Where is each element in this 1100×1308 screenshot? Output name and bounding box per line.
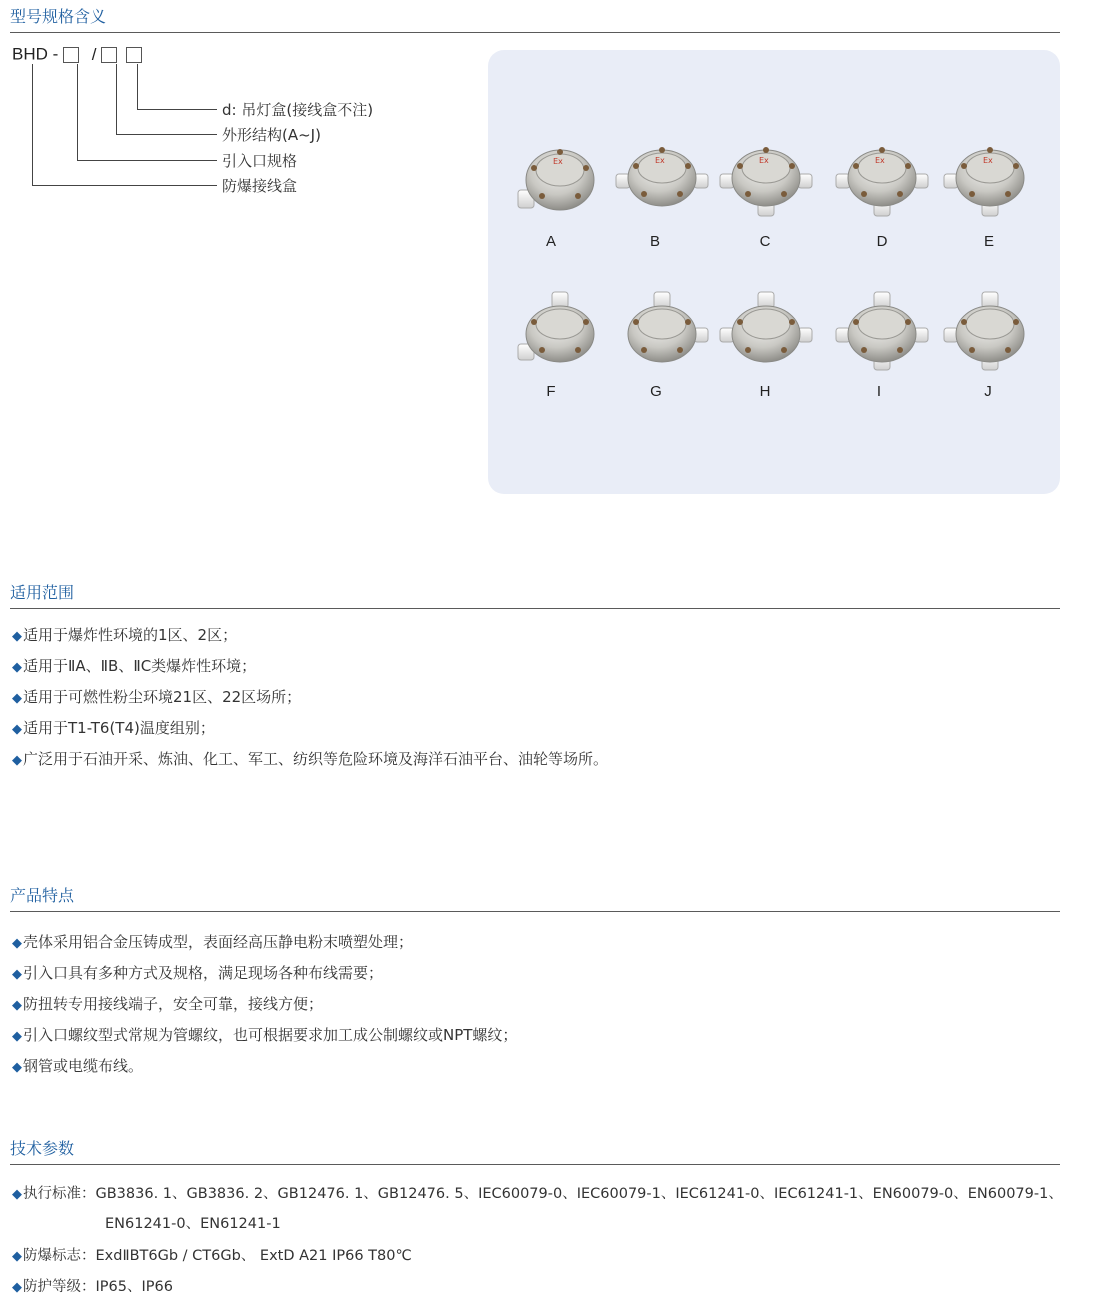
product-image-j xyxy=(942,290,1038,372)
param-value: GB3836. 1、GB3836. 2、GB12476. 1、GB12476. 5、IEC60079-0、IEC60079-1、IEC61241-0、IEC61241-1、EN60079-0、EN60079-1、 xyxy=(95,1186,1063,1202)
scope-item: 适用于爆炸性环境的1区、2区； xyxy=(23,626,238,644)
features-list xyxy=(12,932,517,1087)
param-ip xyxy=(12,1277,1063,1308)
diamond-bullet-icon: ◆ xyxy=(12,998,22,1013)
product-image-i xyxy=(834,290,930,372)
product-image-h xyxy=(718,290,814,372)
param-standard-cont xyxy=(12,1214,1063,1246)
product-image-g xyxy=(614,290,710,372)
params-list xyxy=(12,1184,1063,1308)
list-item xyxy=(12,1025,517,1056)
model-dash: - xyxy=(52,44,59,64)
product-image-d xyxy=(834,138,930,220)
product-image-e xyxy=(942,138,1038,220)
model-prefix: BHD xyxy=(12,44,48,64)
tree-line xyxy=(32,64,33,186)
list-item xyxy=(12,687,608,718)
param-standard xyxy=(12,1184,1063,1214)
legend-pendant: d: 吊灯盒(接线盒不注) xyxy=(222,101,374,119)
legend-shape: 外形结构(A~J) xyxy=(222,126,321,144)
svg-text:Ex: Ex xyxy=(759,156,769,165)
diamond-bullet-icon: ◆ xyxy=(12,1249,22,1264)
param-label: 防护等级： xyxy=(23,1279,96,1295)
model-slash: / xyxy=(91,44,97,64)
tree-line xyxy=(77,160,217,161)
code-box-inlet xyxy=(63,47,79,63)
product-label-c: C xyxy=(759,233,771,250)
list-item xyxy=(12,932,517,963)
tree-line xyxy=(77,64,78,161)
section-title-scope: 适用范围 xyxy=(10,582,1060,609)
feature-item: 引入口具有多种方式及规格，满足现场各种布线需要； xyxy=(23,964,384,982)
param-label: 防爆标志： xyxy=(23,1248,96,1264)
svg-text:Ex: Ex xyxy=(983,156,993,165)
model-code xyxy=(12,44,142,65)
legend-box: 防爆接线盒 xyxy=(222,177,298,195)
product-label-d: D xyxy=(876,233,888,250)
list-item xyxy=(12,1056,517,1087)
code-box-pendant xyxy=(126,47,142,63)
param-value: IP65、IP66 xyxy=(95,1279,173,1295)
product-label-g: G xyxy=(650,383,662,400)
list-item xyxy=(12,994,517,1025)
scope-item: 广泛用于石油开采、炼油、化工、军工、纺织等危险环境及海洋石油平台、油轮等场所。 xyxy=(23,750,609,768)
product-label-i: I xyxy=(876,383,882,400)
legend-inlet: 引入口规格 xyxy=(222,152,298,170)
param-exmark xyxy=(12,1246,1063,1277)
scope-item: 适用于ⅡA、ⅡB、ⅡC类爆炸性环境； xyxy=(23,657,257,675)
tree-line xyxy=(116,134,217,135)
scope-item: 适用于T1-T6(T4)温度组别； xyxy=(23,719,215,737)
section-title-features: 产品特点 xyxy=(10,885,1060,912)
product-label-e: E xyxy=(983,233,994,250)
scope-list xyxy=(12,625,608,780)
list-item xyxy=(12,625,608,656)
diamond-bullet-icon: ◆ xyxy=(12,1029,22,1044)
tree-line xyxy=(116,64,117,135)
product-label-a: A xyxy=(545,233,556,250)
product-image-a xyxy=(512,138,608,220)
section-title-params: 技术参数 xyxy=(10,1138,1060,1165)
product-image-c xyxy=(718,138,814,220)
svg-text:Ex: Ex xyxy=(553,157,563,166)
diamond-bullet-icon: ◆ xyxy=(12,722,22,737)
code-box-shape xyxy=(101,47,117,63)
list-item xyxy=(12,656,608,687)
feature-item: 引入口螺纹型式常规为管螺纹，也可根据要求加工成公制螺纹或NPT螺纹； xyxy=(23,1026,518,1044)
param-label: 执行标准： xyxy=(23,1186,96,1202)
feature-item: 钢管或电缆布线。 xyxy=(23,1057,144,1075)
diamond-bullet-icon: ◆ xyxy=(12,936,22,951)
diamond-bullet-icon: ◆ xyxy=(12,1060,22,1075)
list-item xyxy=(12,963,517,994)
scope-item: 适用于可燃性粉尘环境21区、22区场所； xyxy=(23,688,302,706)
list-item xyxy=(12,718,608,749)
tree-line xyxy=(137,64,138,110)
product-label-j: J xyxy=(984,383,992,400)
product-label-b: B xyxy=(649,233,660,250)
diamond-bullet-icon: ◆ xyxy=(12,660,22,675)
product-label-h: H xyxy=(759,383,771,400)
feature-item: 壳体采用铝合金压铸成型，表面经高压静电粉末喷塑处理； xyxy=(23,933,414,951)
product-label-f: F xyxy=(546,383,556,400)
diamond-bullet-icon: ◆ xyxy=(12,753,22,768)
param-value: ExdⅡBT6Gb / CT6Gb、 ExtD A21 IP66 T80℃ xyxy=(95,1248,412,1264)
diamond-bullet-icon: ◆ xyxy=(12,691,22,706)
diamond-bullet-icon: ◆ xyxy=(12,629,22,644)
section-title-model: 型号规格含义 xyxy=(10,6,1060,33)
tree-line xyxy=(137,109,217,110)
product-panel xyxy=(488,50,1060,494)
product-image-b xyxy=(614,138,710,220)
diamond-bullet-icon: ◆ xyxy=(12,967,22,982)
list-item xyxy=(12,749,608,780)
svg-text:Ex: Ex xyxy=(655,156,665,165)
feature-item: 防扭转专用接线端子，安全可靠，接线方便； xyxy=(23,995,324,1013)
svg-text:Ex: Ex xyxy=(875,156,885,165)
diamond-bullet-icon: ◆ xyxy=(12,1187,22,1202)
product-image-f xyxy=(512,290,608,372)
param-value: EN61241-0、EN61241-1 xyxy=(105,1216,281,1232)
diamond-bullet-icon: ◆ xyxy=(12,1280,22,1295)
tree-line xyxy=(32,185,217,186)
